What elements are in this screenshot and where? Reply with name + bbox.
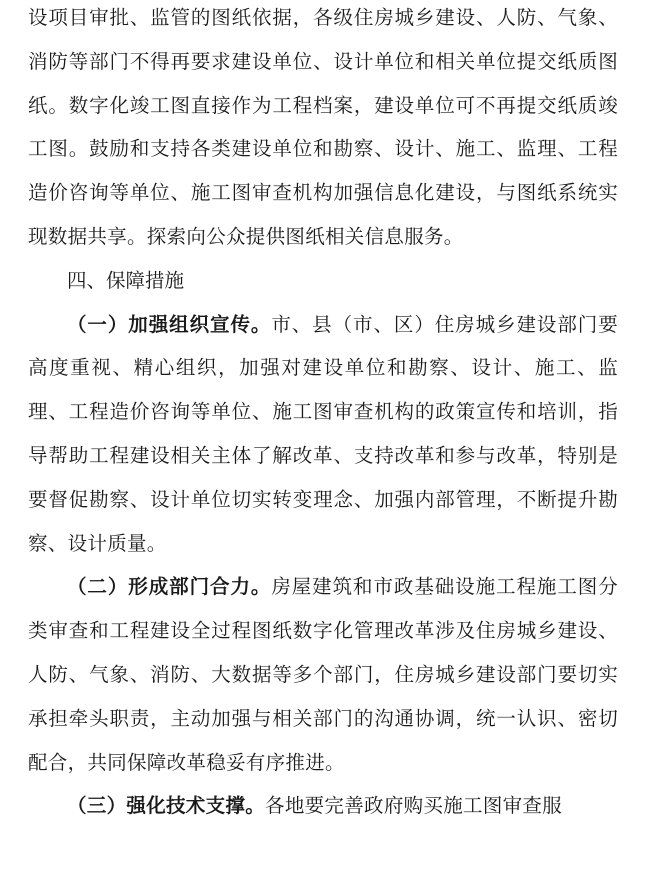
paragraph-item-2: [28, 565, 618, 784]
paragraph-item-1: [28, 303, 618, 566]
item-2-body: 房屋建筑和市政基础设施工程施工图分类审查和工程建设全过程图纸数字化管理改革涉及住房城乡建设、人防、气象、消防、大数据等多个部门，住房城乡建设部门要切实承担牵头职责，主动加强与相关部门的沟通协调，统一认识、密切配合，共同保障改革稳妥有序推进。: [28, 575, 618, 774]
item-3-lead: （三）强化技术支撑。: [67, 794, 266, 818]
item-2-lead: （二）形成部门合力。: [67, 575, 272, 599]
paragraph-continuation: [28, 0, 618, 259]
section-heading: 四、保障措施: [67, 268, 185, 292]
item-3-body: 各地要完善政府购买施工图审查服: [265, 794, 563, 818]
paragraph-item-3: [28, 784, 618, 828]
item-1-body: 市、县（市、区）住房城乡建设部门要高度重视、精心组织，加强对建设单位和勘察、设计、施工、监理、工程造价咨询等单位、施工图审查机构的政策宣传和培训，指导帮助工程建设相关主体了解改革、支持改革和参与改革，特别是要督促勘察、设计单位切实转变理念、加强内部管理，不断提升勘察、设计质量。: [28, 312, 618, 555]
item-1-lead: （一）加强组织宣传。: [67, 312, 272, 336]
paragraph-continuation-text: 设项目审批、监管的图纸依据，各级住房城乡建设、人防、气象、消防等部门不得再要求建设单位、设计单位和相关单位提交纸质图纸。数字化竣工图直接作为工程档案，建设单位可不再提交纸质竣工图。鼓励和支持各类建设单位和勘察、设计、施工、监理、工程造价咨询等单位、施工图审查机构加强信息化建设，与图纸系统实现数据共享。探索向公众提供图纸相关信息服务。: [28, 6, 618, 248]
document-page: [28, 0, 618, 828]
